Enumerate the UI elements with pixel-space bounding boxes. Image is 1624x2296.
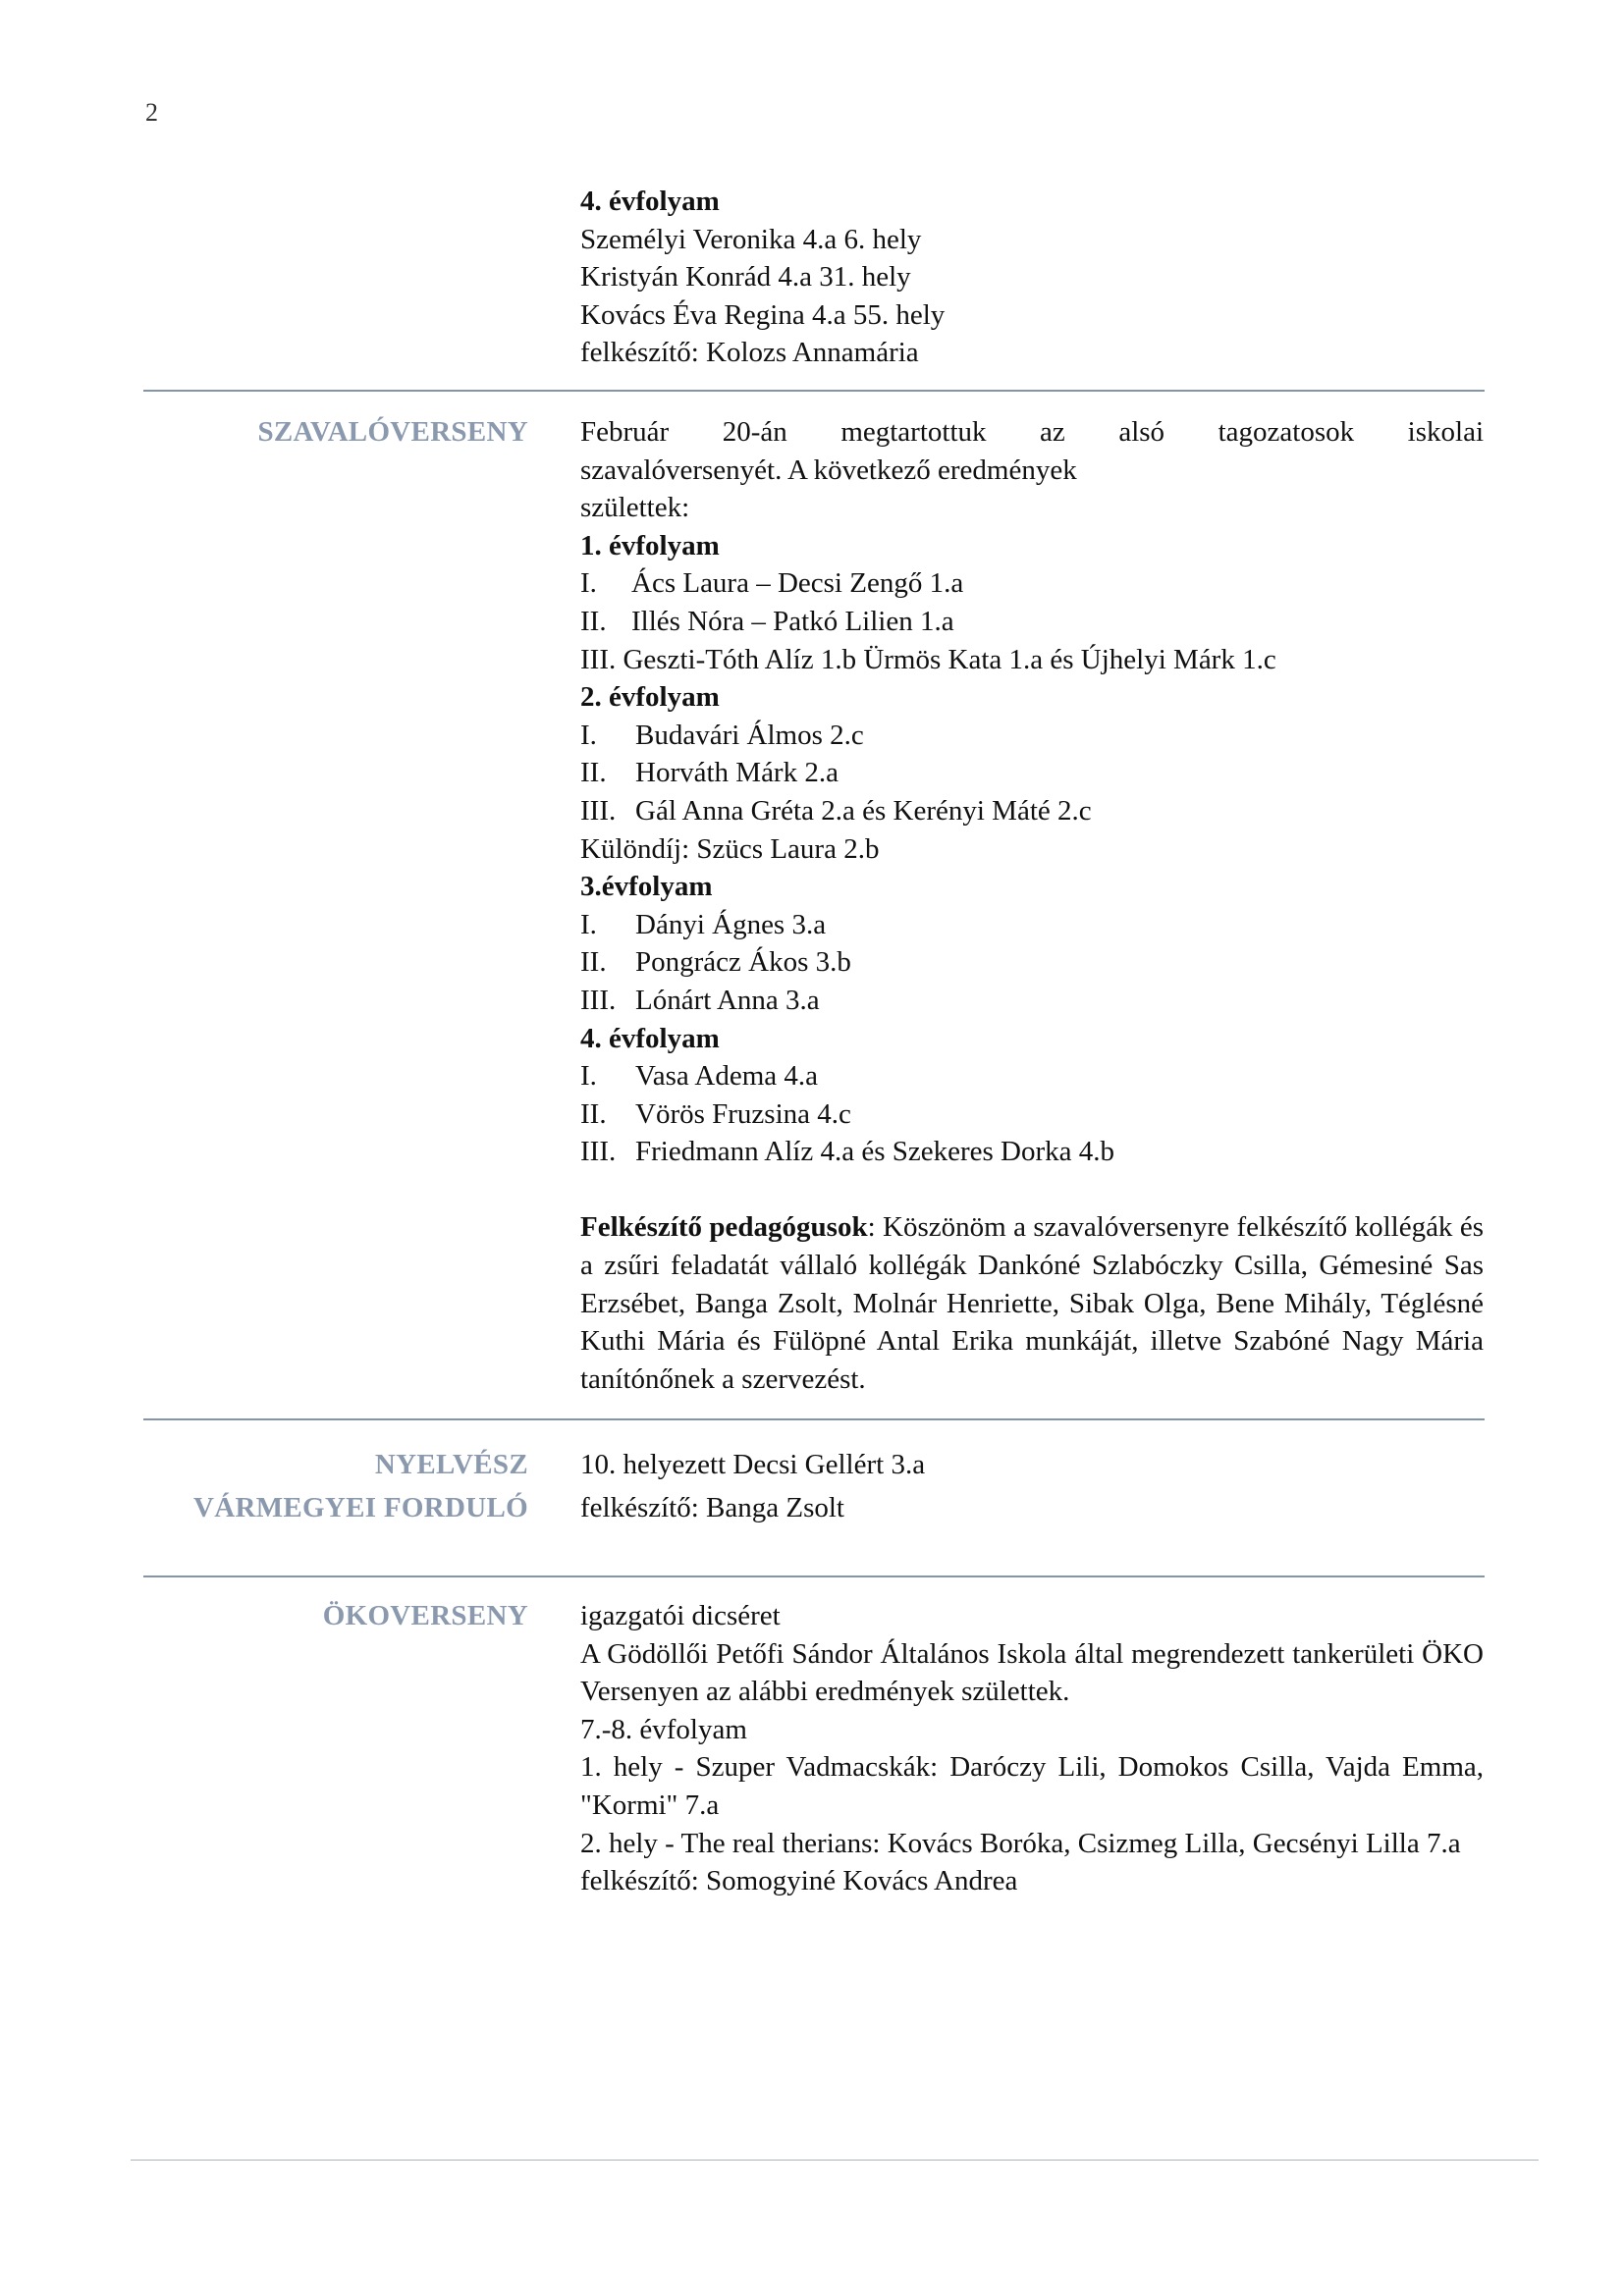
rank-label: II.	[580, 757, 607, 789]
rank-label: III.	[580, 984, 617, 1016]
result-line	[580, 717, 1484, 755]
grade-heading: 1. évfolyam	[580, 529, 720, 561]
intro-text: szavalóversenyét. A következő eredmények	[580, 454, 1077, 486]
thanks-paragraph	[580, 1208, 1484, 1398]
section-label-okoverseny: ÖKOVERSENY	[322, 1600, 528, 1631]
teacher-line: felkészítő: Somogyiné Kovács Andrea	[580, 1865, 1018, 1897]
section-label-szavaloverseny: SZAVALÓVERSENY	[257, 416, 528, 448]
result-line	[580, 943, 1484, 982]
section-divider	[143, 390, 1485, 392]
result-text: Friedmann Alíz 4.a és Szekeres Dorka 4.b	[635, 1136, 1115, 1168]
rank-label: I.	[580, 908, 597, 940]
result-line	[580, 1095, 1484, 1134]
result-line	[580, 1133, 1484, 1171]
result-line: Kristyán Konrád 4.a 31. hely	[580, 261, 911, 294]
intro-text: A Gödöllői Petőfi Sándor Általános Iskola által megrendezett tankerületi ÖKO Versenyen az alábbi eredmények születtek.	[580, 1637, 1484, 1708]
result-line	[580, 982, 1484, 1020]
result-paragraph: 1. hely - Szuper Vadmacskák: Daróczy Lili, Domokos Csilla, Vajda Emma, "Kormi" 7.a	[580, 1751, 1484, 1821]
section-label-line: VÁRMEGYEI FORDULÓ	[192, 1492, 528, 1523]
section-label-line: NYELVÉSZ	[374, 1449, 528, 1480]
result-line	[580, 564, 1484, 603]
result-line: Kovács Éva Regina 4.a 55. hely	[580, 298, 946, 331]
section-body-okoverseny	[580, 1597, 1484, 1900]
rank-label: I.	[580, 719, 597, 751]
result-line	[580, 641, 1484, 679]
result-line	[580, 1057, 1484, 1095]
rank-label: I.	[580, 1060, 597, 1093]
section-body-szavaloverseny	[580, 413, 1484, 1398]
teacher-line: felkészítő: Kolozs Annamária	[580, 337, 919, 369]
result-text: Pongrácz Ákos 3.b	[635, 946, 851, 979]
section-label-nyelvesz	[193, 1443, 528, 1529]
result-line: 10. helyezett Decsi Gellért 3.a	[580, 1449, 926, 1480]
result-text: Illés Nóra – Patkó Lilien 1.a	[631, 605, 954, 637]
grade-heading: 4. évfolyam	[580, 1022, 720, 1054]
result-paragraph: 2. hely - The real therians: Kovács Boróka, Csizmeg Lilla, Gecsényi Lilla 7.a	[580, 1827, 1461, 1859]
special-prize-line: Különdíj: Szücs Laura 2.b	[580, 832, 880, 865]
result-text: Gál Anna Gréta 2.a és Kerényi Máté 2.c	[635, 794, 1092, 827]
result-text: Dányi Ágnes 3.a	[635, 908, 827, 940]
rank-label: I.	[580, 567, 597, 600]
result-text: Ács Laura – Decsi Zengő 1.a	[631, 567, 964, 600]
blank-line	[580, 1171, 1484, 1209]
result-text: Vörös Fruzsina 4.c	[635, 1097, 851, 1130]
intro-text: Február 20-án megtartottuk az alsó tagozatosok iskolai	[580, 416, 1484, 448]
thanks-text: : Köszönöm a szavalóversenyre felkészítő kollégák és a zsűri feladatát vállaló kollégák Dankóné Szlabóczky Csilla, Gémesiné Sas Erzsébet, Banga Zsolt, Molnár Henriette, Sibak Olga, Bene Mihály, Téglésné Kuthi Mária és Fülöpné Antal Erika munkáját, illetve Szabóné Nagy Mária tanítónőnek a szervezést.	[580, 1211, 1484, 1395]
result-text: Vasa Adema 4.a	[635, 1060, 819, 1093]
result-text: Horváth Márk 2.a	[635, 757, 839, 789]
award-line: igazgatói dicséret	[580, 1600, 781, 1631]
thanks-heading: Felkészítő pedagógusok	[580, 1211, 868, 1244]
result-text: Lónárt Anna 3.a	[635, 984, 820, 1016]
result-text: Budavári Álmos 2.c	[635, 719, 864, 751]
page-number: 2	[145, 98, 158, 127]
rank-label: III.	[580, 1136, 617, 1168]
result-text: Geszti-Tóth Alíz 1.b Ürmös Kata 1.a és Újhelyi Márk 1.c	[623, 643, 1276, 675]
top-continuation-block	[580, 183, 1484, 372]
grade-heading: 2. évfolyam	[580, 681, 720, 714]
footer-rule	[131, 2160, 1539, 2161]
result-line	[580, 792, 1484, 830]
section-divider	[143, 1418, 1485, 1420]
result-line	[580, 603, 1484, 641]
section-divider	[143, 1575, 1485, 1577]
grade-heading: 7.-8. évfolyam	[580, 1713, 747, 1745]
rank-label: III.	[580, 794, 617, 827]
rank-label: II.	[580, 605, 607, 637]
result-line	[580, 754, 1484, 792]
intro-text: születtek:	[580, 492, 690, 524]
grade-heading: 4. évfolyam	[580, 186, 720, 217]
result-line: Személyi Veronika 4.a 6. hely	[580, 223, 922, 255]
rank-label: II.	[580, 946, 607, 979]
rank-label: II.	[580, 1097, 607, 1130]
rank-label: III.	[580, 643, 617, 675]
teacher-line: felkészítő: Banga Zsolt	[580, 1492, 844, 1523]
grade-heading: 3.évfolyam	[580, 871, 713, 903]
section-body-nyelvesz	[580, 1443, 1484, 1529]
result-line	[580, 906, 1484, 944]
